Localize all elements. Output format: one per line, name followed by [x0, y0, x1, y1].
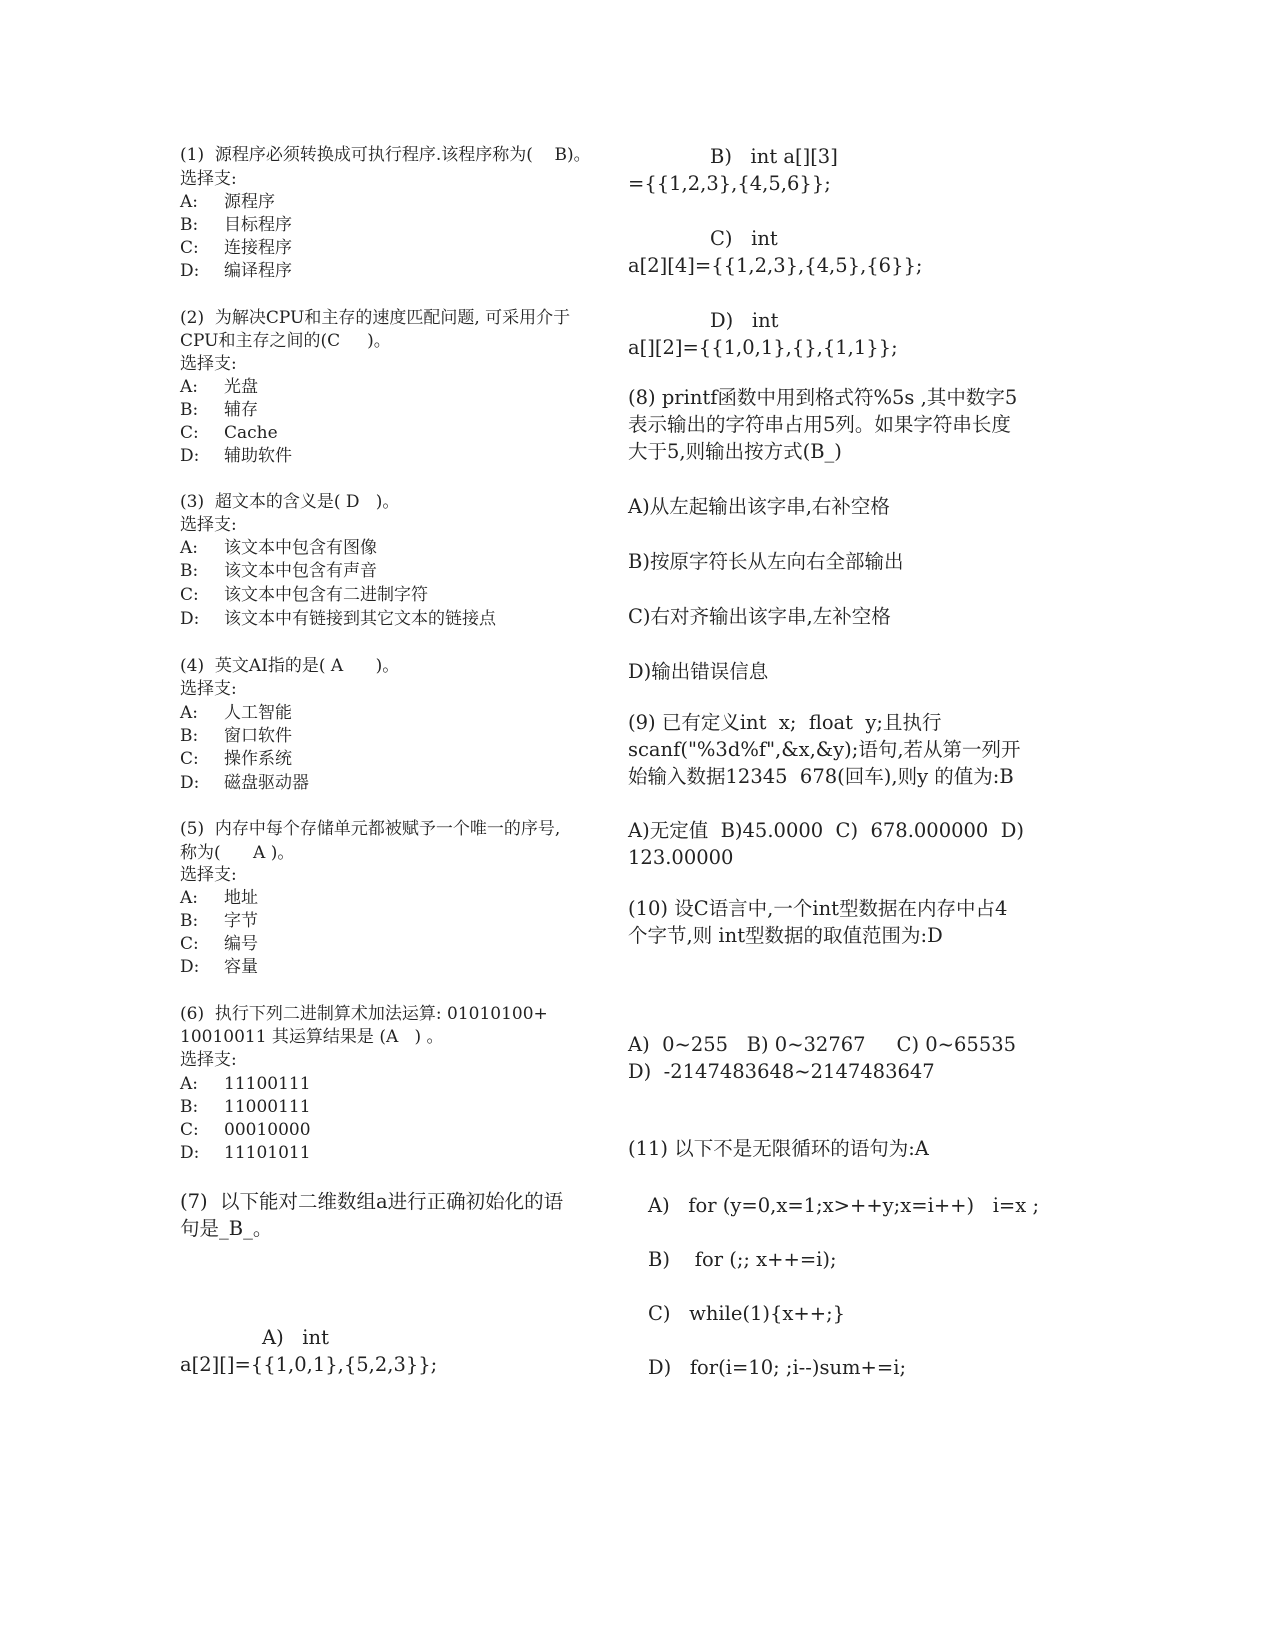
question-8-stem-line-2: 表示输出的字符串占用5列。如果字符串长度 — [628, 413, 1011, 436]
question-3-option-b: B: 该文本中包含有声音 — [180, 561, 377, 581]
question-4-option-b: B: 窗口软件 — [180, 726, 292, 746]
question-10-stem-line-2: 个字节,则 int型数据的取值范围为:D — [628, 924, 943, 947]
question-3-label: 选择支: — [180, 515, 237, 535]
question-2-option-d: D: 辅助软件 — [180, 446, 292, 466]
question-11-stem: (11) 以下不是无限循环的语句为:A — [628, 1137, 929, 1160]
question-8-option-d: D)输出错误信息 — [628, 660, 769, 683]
question-4-option-c: C: 操作系统 — [180, 749, 292, 769]
question-9-stem-line-2: scanf("%3d%f",&x,&y);语句,若从第一列开 — [628, 738, 1021, 761]
question-7-stem-line-2: 句是_B_。 — [180, 1217, 273, 1240]
question-4-option-d: D: 磁盘驱动器 — [180, 773, 309, 793]
question-9-options-line-1: A)无定值 B)45.0000 C) 678.000000 D) — [628, 819, 1024, 842]
question-7-option-b-line-2: ={{1,2,3},{4,5,6}}; — [628, 172, 831, 195]
question-2-option-b: B: 辅存 — [180, 400, 258, 420]
question-2-stem-line-1: (2) 为解决CPU和主存的速度匹配问题, 可采用介于 — [180, 308, 571, 328]
question-6-option-a: A: 11100111 — [180, 1074, 311, 1094]
question-1-option-d: D: 编译程序 — [180, 261, 292, 281]
question-8-option-c: C)右对齐输出该字串,左补空格 — [628, 605, 891, 628]
question-11-option-d: D) for(i=10; ;i--)sum+=i; — [648, 1356, 907, 1379]
question-7-option-b-line-1: B) int a[][3] — [710, 145, 838, 168]
question-6-option-c: C: 00010000 — [180, 1120, 311, 1140]
question-5-option-a: A: 地址 — [180, 888, 258, 908]
question-11-option-a: A) for (y=0,x=1;x>++y;x=i++) i=x ; — [648, 1194, 1040, 1217]
question-9-stem-line-3: 始输入数据12345 678(回车),则y 的值为:B — [628, 765, 1014, 788]
question-6-stem-line-1: (6) 执行下列二进制算术加法运算: 01010100+ — [180, 1004, 548, 1024]
question-10-options-line-2: D) -2147483648~2147483647 — [628, 1060, 935, 1083]
question-5-option-c: C: 编号 — [180, 934, 258, 954]
question-7-option-d-line-1: D) int — [710, 309, 779, 332]
question-6-option-b: B: 11000111 — [180, 1097, 311, 1117]
question-3-option-c: C: 该文本中包含有二进制字符 — [180, 585, 428, 605]
question-10-options-line-1: A) 0~255 B) 0~32767 C) 0~65535 — [628, 1033, 1017, 1056]
question-5-option-d: D: 容量 — [180, 957, 258, 977]
question-7-option-d-line-2: a[][2]={{1,0,1},{},{1,1}}; — [628, 336, 898, 359]
question-4-stem: (4) 英文AI指的是( A )。 — [180, 656, 400, 676]
question-6-option-d: D: 11101011 — [180, 1143, 311, 1163]
question-2-option-c: C: Cache — [180, 423, 278, 443]
question-7-option-a-line-2: a[2][]={{1,0,1},{5,2,3}}; — [180, 1353, 438, 1376]
question-7-option-a-line-1: A) int — [262, 1326, 329, 1349]
question-4-option-a: A: 人工智能 — [180, 703, 292, 723]
question-3-option-a: A: 该文本中包含有图像 — [180, 538, 377, 558]
question-8-stem-line-3: 大于5,则输出按方式(B_) — [628, 440, 842, 463]
question-1-label: 选择支: — [180, 169, 237, 189]
question-2-stem-line-2: CPU和主存之间的(C )。 — [180, 331, 391, 351]
question-8-option-b: B)按原字符长从左向右全部输出 — [628, 550, 904, 573]
question-8-option-a: A)从左起输出该字串,右补空格 — [628, 495, 890, 518]
question-4-label: 选择支: — [180, 679, 237, 699]
question-3-stem: (3) 超文本的含义是( D )。 — [180, 492, 400, 512]
question-1-stem: (1) 源程序必须转换成可执行程序.该程序称为( B)。 — [180, 145, 591, 165]
question-2-option-a: A: 光盘 — [180, 377, 258, 397]
question-9-stem-line-1: (9) 已有定义int x; float y;且执行 — [628, 711, 942, 734]
question-8-stem-line-1: (8) printf函数中用到格式符%5s ,其中数字5 — [628, 386, 1018, 409]
question-1-option-c: C: 连接程序 — [180, 238, 292, 258]
question-5-label: 选择支: — [180, 865, 237, 885]
question-5-stem-line-2: 称为( A )。 — [180, 843, 295, 863]
question-7-stem-line-1: (7) 以下能对二维数组a进行正确初始化的语 — [180, 1190, 564, 1213]
question-1-option-a: A: 源程序 — [180, 192, 275, 212]
question-2-label: 选择支: — [180, 354, 237, 374]
question-3-option-d: D: 该文本中有链接到其它文本的链接点 — [180, 609, 496, 629]
question-11-option-b: B) for (;; x++=i); — [648, 1248, 837, 1271]
question-11-option-c: C) while(1){x++;} — [648, 1302, 846, 1325]
question-7-option-c-line-2: a[2][4]={{1,2,3},{4,5},{6}}; — [628, 254, 923, 277]
question-9-options-line-2: 123.00000 — [628, 846, 734, 869]
question-5-option-b: B: 字节 — [180, 911, 258, 931]
question-6-label: 选择支: — [180, 1050, 237, 1070]
question-1-option-b: B: 目标程序 — [180, 215, 292, 235]
question-10-stem-line-1: (10) 设C语言中,一个int型数据在内存中占4 — [628, 897, 1008, 920]
question-7-option-c-line-1: C) int — [710, 227, 778, 250]
question-6-stem-line-2: 10010011 其运算结果是 (A ) 。 — [180, 1027, 444, 1047]
question-5-stem-line-1: (5) 内存中每个存储单元都被赋予一个唯一的序号, — [180, 819, 561, 839]
